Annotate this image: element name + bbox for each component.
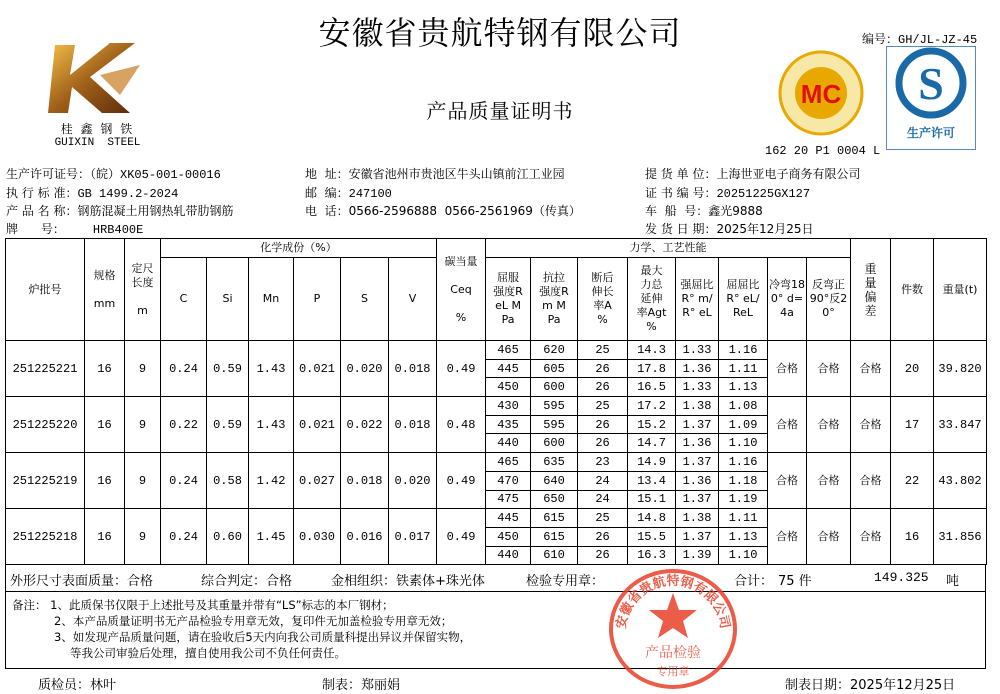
cold-bend: 合格 [768,453,807,509]
mech-value: 24 [578,471,628,490]
remarks [5,592,986,669]
mech-value: 445 [486,359,531,378]
logo-k-icon [40,35,155,117]
star-icon [649,593,697,638]
mech-value: 465 [486,341,531,360]
form-code: 编号：GH/JL-JZ-45 [862,33,978,47]
weight-deviation: 合格 [851,341,891,397]
mech-value: 1.08 [719,397,768,416]
header-chem-s: S [341,258,389,341]
mech-value: 1.37 [676,453,719,472]
mech-value: 1.39 [676,546,719,565]
mech-value: 430 [486,397,531,416]
chem-value: 0.020 [341,341,389,397]
ceq: 0.48 [437,397,486,453]
cold-bend: 合格 [768,509,807,565]
weight-deviation: 合格 [851,509,891,565]
weight-unit: 吨 [946,574,960,589]
header-chem-c: C [161,258,207,341]
mech-value: 26 [578,415,628,434]
mech-value: 17.8 [628,359,676,378]
pieces: 16 [891,509,934,565]
mech-value: 26 [578,434,628,453]
weight: 33.847 [934,397,987,453]
remarks-label: 备注： [12,598,47,612]
chem-value: 0.58 [207,453,249,509]
header-mech-col: 屈屈比R° eL/ReL [719,258,768,341]
chem-value: 0.018 [389,341,437,397]
total-label: 合计： [734,574,774,589]
mech-value: 465 [486,453,531,472]
header-mech-col: 断后伸长率A % [578,258,628,341]
ceq: 0.49 [437,453,486,509]
qs-icon [891,47,971,121]
mech-value: 610 [531,546,578,565]
inspection-stamp [605,563,741,691]
certification-mark-number: 162 20 P1 0004 L [765,144,881,158]
summary-row [5,565,986,592]
mech-value: 26 [578,359,628,378]
license-no: 生产许可证号：（皖）XK05-001-00016 [6,167,221,182]
weight: 43.802 [934,453,987,509]
mech-value: 14.7 [628,434,676,453]
mech-value: 1.36 [676,471,719,490]
mech-value: 1.33 [676,341,719,360]
mech-value: 26 [578,546,628,565]
pieces: 22 [891,453,934,509]
header-chem-p: P [294,258,341,341]
mech-value: 605 [531,359,578,378]
chem-value: 0.60 [207,509,249,565]
table-row [6,453,987,472]
mech-value: 1.37 [676,527,719,546]
logo-english: GUIXIN STEEL [54,137,141,149]
header-spec: 规格 mm [85,239,125,341]
mech-value: 1.38 [676,397,719,416]
mech-value: 16.5 [628,378,676,397]
mech-value: 440 [486,434,531,453]
header-mech-col: 反弯正90°反20° [807,258,851,341]
cold-bend: 合格 [768,341,807,397]
batch-number: 251225218 [6,509,85,565]
mech-value: 1.09 [719,415,768,434]
mech-value: 450 [486,527,531,546]
mech-value: 25 [578,341,628,360]
header-ceq: 碳当量 Ceq % [437,239,486,341]
batch-number: 251225219 [6,453,85,509]
logo-chinese: 桂 鑫 钢 铁 [60,122,135,136]
document-title: 产品质量证明书 [426,99,574,123]
chem-value: 0.027 [294,453,341,509]
length: 9 [125,509,161,565]
stamp-label: 检验专用章： [526,574,605,589]
reverse-bend: 合格 [807,397,851,453]
batch-number: 251225220 [6,397,85,453]
chem-value: 1.45 [249,509,294,565]
mech-value: 1.11 [719,359,768,378]
stamp-ring-text: 安徽省贵航特钢有限公司 [613,574,733,631]
total-weight: 149.325 [874,570,929,585]
spec: 16 [85,453,125,509]
chem-value: 0.021 [294,341,341,397]
chem-value: 0.59 [207,341,249,397]
pieces: 17 [891,397,934,453]
mech-value: 15.5 [628,527,676,546]
phone: 电 话：0566-2596888 0566-2561969（传真） [305,204,581,218]
header-pieces: 件数 [891,239,934,341]
batch-number: 251225221 [6,341,85,397]
mech-value: 14.8 [628,509,676,528]
standard: 执 行 标 准：GB 1499.2-2024 [6,186,179,201]
weight: 31.856 [934,509,987,565]
mech-value: 1.37 [676,490,719,509]
header-mech-col: 抗拉强度Rm MPa [531,258,578,341]
mech-value: 1.13 [719,378,768,397]
header-mechanical: 力学、工艺性能 [486,239,851,258]
mech-value: 440 [486,546,531,565]
mech-value: 1.18 [719,471,768,490]
chem-value: 0.24 [161,509,207,565]
mech-value: 16.3 [628,546,676,565]
grade: 牌 号： HRB400E [6,222,144,237]
certificate-number: 证 书 编 号：20251225GX127 [645,186,811,201]
mech-value: 620 [531,341,578,360]
svg-text:S: S [918,58,944,109]
remark-item: 3、如发现产品质量问题，请在验收后5天内向我公司质量科提出异议并保留实物， [54,630,472,644]
header-weight-deviation: 重量偏差 [851,239,891,341]
postcode: 邮 编：247100 [305,186,392,201]
mc-certification-logo [778,50,864,136]
mech-value: 1.37 [676,415,719,434]
chem-value: 0.022 [341,397,389,453]
prepared-date: 制表日期：2025年12月25日 [785,678,956,693]
qs-production-license-logo [886,46,976,150]
chem-value: 1.43 [249,341,294,397]
reverse-bend: 合格 [807,509,851,565]
product-name: 产 品 名 称：钢筋混凝土用钢热轧带肋钢筋 [6,204,234,218]
mech-value: 26 [578,378,628,397]
chem-value: 0.22 [161,397,207,453]
mech-value: 445 [486,509,531,528]
stamp-center-text: 产品检验 [645,645,701,661]
mech-value: 640 [531,471,578,490]
mech-value: 470 [486,471,531,490]
reverse-bend: 合格 [807,453,851,509]
quality-table [5,238,987,565]
mech-value: 15.2 [628,415,676,434]
total-pieces: 75 件 [778,574,812,589]
spec: 16 [85,341,125,397]
mech-value: 600 [531,434,578,453]
mech-value: 615 [531,509,578,528]
weight: 39.820 [934,341,987,397]
mech-value: 595 [531,415,578,434]
mech-value: 1.19 [719,490,768,509]
header-mech-col: 强屈比R° m/R° eL [676,258,719,341]
mech-value: 1.10 [719,546,768,565]
header-mech-col: 屈服强度ReL MPa [486,258,531,341]
mech-value: 1.16 [719,453,768,472]
mech-value: 595 [531,397,578,416]
header-chemical: 化学成份（%） [161,239,437,258]
table-row [6,397,987,416]
chem-value: 0.020 [389,453,437,509]
weight-deviation: 合格 [851,453,891,509]
mech-value: 650 [531,490,578,509]
chem-value: 0.24 [161,341,207,397]
ship-date: 发 货 日 期：2025年12月25日 [645,222,814,236]
stamp-bottom-text: 专用章 [656,665,690,678]
mech-value: 615 [531,527,578,546]
header-length: 定尺长度 m [125,239,161,341]
mech-value: 600 [531,378,578,397]
mech-value: 17.2 [628,397,676,416]
header-chem-mn: Mn [249,258,294,341]
mech-value: 635 [531,453,578,472]
table-row [6,509,987,528]
mech-value: 23 [578,453,628,472]
ceq: 0.49 [437,509,486,565]
inspector: 质检员：林叶 [38,678,117,693]
header-weight: 重量(t) [934,239,987,341]
chem-value: 0.018 [341,453,389,509]
surface-quality: 外形尺寸表面质量：合格 [10,574,154,589]
company-logo [40,35,155,150]
mech-value: 14.3 [628,341,676,360]
mech-value: 25 [578,509,628,528]
preparer: 制表：郑丽娟 [322,678,401,693]
chem-value: 0.017 [389,509,437,565]
length: 9 [125,341,161,397]
mech-value: 15.1 [628,490,676,509]
mech-value: 475 [486,490,531,509]
length: 9 [125,453,161,509]
chem-value: 0.24 [161,453,207,509]
table-row [6,341,987,360]
mech-value: 1.11 [719,509,768,528]
mech-value: 1.16 [719,341,768,360]
mech-value: 1.38 [676,509,719,528]
mech-value: 14.9 [628,453,676,472]
mech-value: 1.10 [719,434,768,453]
consignee: 提 货 单 位：上海世亚电子商务有限公司 [645,167,861,181]
remark-item: 2、本产品质量证明书无产品检验专用章无效，复印件无加盖检验专用章无效； [54,614,453,628]
weight-deviation: 合格 [851,397,891,453]
header-mech-col: 最大力总延伸率Agt % [628,258,676,341]
company-name: 安徽省贵航特钢有限公司 [318,14,682,52]
length: 9 [125,397,161,453]
vehicle-number: 车 船 号：鑫光9888 [645,204,763,218]
header-mech-col: 冷弯180° d=4a [768,258,807,341]
mech-value: 1.33 [676,378,719,397]
mech-value: 1.36 [676,434,719,453]
cold-bend: 合格 [768,397,807,453]
header-chem-si: Si [207,258,249,341]
svg-text:MC: MC [800,79,842,109]
reverse-bend: 合格 [807,341,851,397]
chem-value: 1.42 [249,453,294,509]
qs-text: 生产许可 [906,126,955,140]
spec: 16 [85,509,125,565]
chem-value: 1.43 [249,397,294,453]
address: 地 址：安徽省池州市贵池区牛头山镇前江工业园 [305,167,565,181]
mech-value: 26 [578,527,628,546]
mech-value: 24 [578,490,628,509]
mech-value: 13.4 [628,471,676,490]
pieces: 20 [891,341,934,397]
mech-value: 435 [486,415,531,434]
chem-value: 0.018 [389,397,437,453]
mech-value: 450 [486,378,531,397]
spec: 16 [85,397,125,453]
header-chem-v: V [389,258,437,341]
metallographic-structure: 金相组织：铁素体+珠光体 [331,574,485,589]
remark-item: 1、此质保书仅限于上述批号及其重量并带有“LS”标志的本厂钢材； [50,598,394,612]
chem-value: 0.021 [294,397,341,453]
overall-judgement: 综合判定：合格 [201,574,293,589]
remark-item: 等我公司审验后处理，擅自使用我公司不负任何责任。 [70,646,346,660]
chem-value: 0.016 [341,509,389,565]
mech-value: 25 [578,397,628,416]
chem-value: 0.030 [294,509,341,565]
header-batch: 炉批号 [6,239,85,341]
chem-value: 0.59 [207,397,249,453]
mech-value: 1.13 [719,527,768,546]
ceq: 0.49 [437,341,486,397]
mech-value: 1.36 [676,359,719,378]
